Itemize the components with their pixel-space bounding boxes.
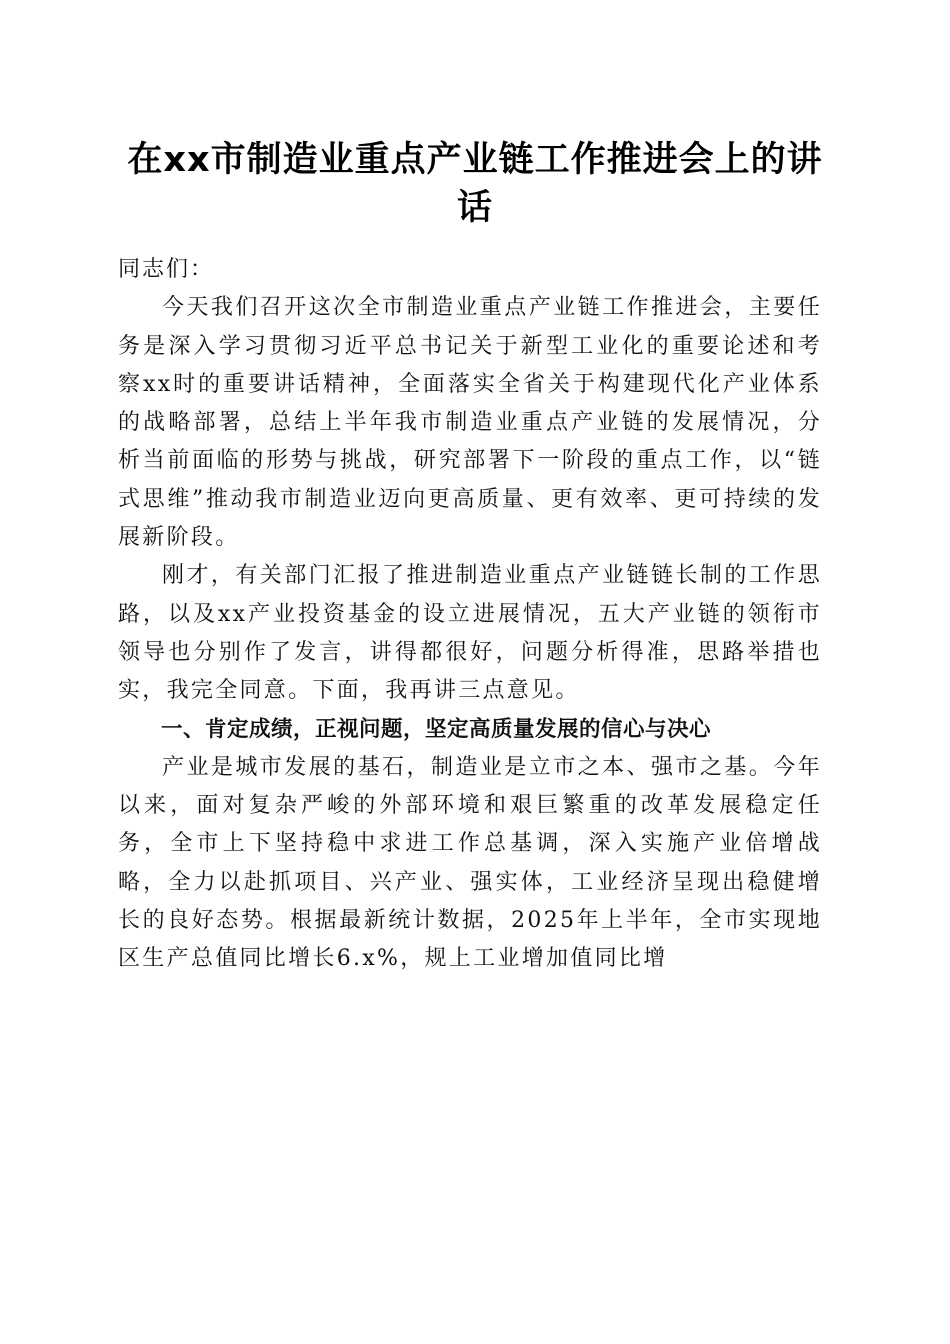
document-body: [118, 251, 822, 979]
paragraph-section-one: 产业是城市发展的基石，制造业是立市之本、强市之基。今年以来，面对复杂严峻的外部环境和艰巨繁重的改革发展稳定任务，全市上下坚持稳中求进工作总基调，深入实施产业倍增战略，全力以赴抓项目、兴产业、强实体，工业经济呈现出稳健增长的良好态势。根据最新统计数据，2025年上半年，全市实现地区生产总值同比增长6.x%，规上工业增加值同比增: [118, 754, 822, 972]
paragraph-reports: 刚才，有关部门汇报了推进制造业重点产业链链长制的工作思路，以及xx产业投资基金的设立进展情况，五大产业链的领衔市领导也分别作了发言，讲得都很好，问题分析得准，思路举措也实，我完全同意。下面，我再讲三点意见。: [118, 563, 822, 704]
paragraph-intro: 今天我们召开这次全市制造业重点产业链工作推进会，主要任务是深入学习贯彻习近平总书记关于新型工业化的重要论述和考察xx时的重要讲话精神，全面落实全省关于构建现代化产业体系的战略部署，总结上半年我市制造业重点产业链的发展情况，分析当前面临的形势与挑战，研究部署下一阶段的重点工作，以“链式思维”推动我市制造业迈向更高质量、更有效率、更可持续的发展新阶段。: [118, 295, 822, 551]
document-title: 在xx市制造业重点产业链工作推进会上的讲话: [127, 140, 823, 228]
section-heading: 一、肯定成绩，正视问题，坚定高质量发展的信心与决心: [161, 716, 712, 742]
salutation: 同志们：: [118, 257, 215, 282]
